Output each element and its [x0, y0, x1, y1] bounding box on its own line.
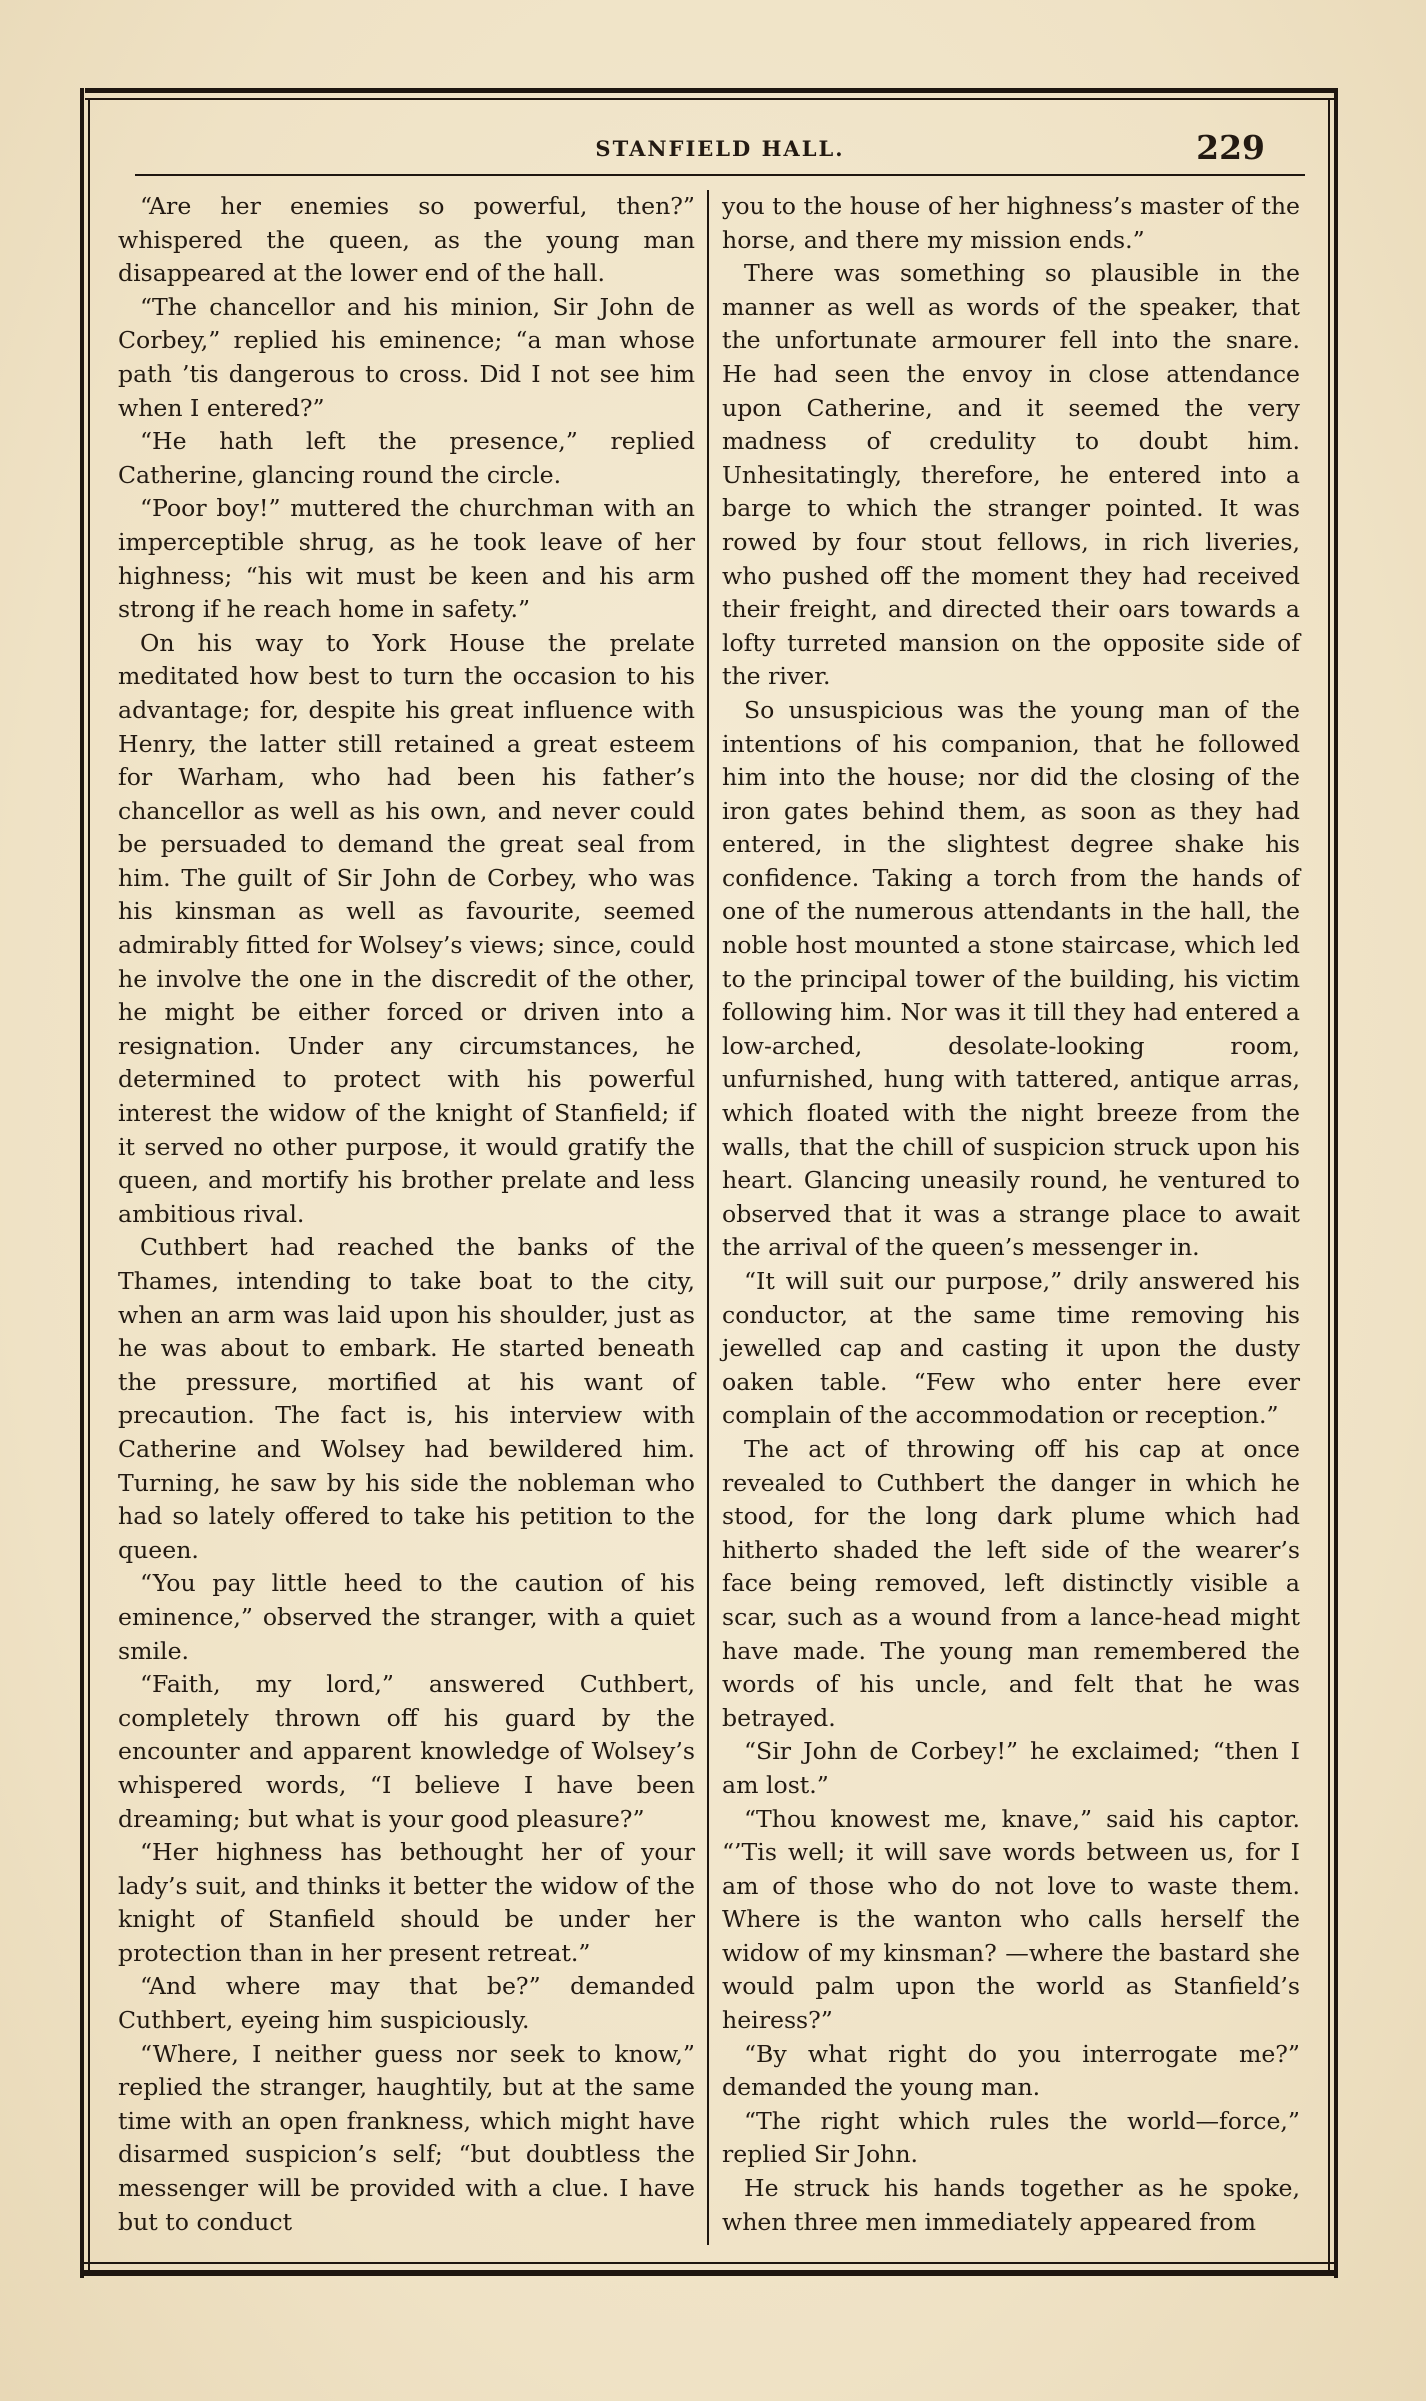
paragraph: “Her highness has bethought her of your lady’s suit, and thinks it better the widow of the knight of Stanfield should be under her protection than in her present retreat.” [118, 1838, 695, 1967]
paragraph: Cuthbert had reached the banks of the Thames, intending to take boat to the city, when an arm was laid upon his shoulder, just as he was about to embark. He started beneath the pressure, mortified at his want of precaution. The fact is, his interview with Catherine and Wolsey had bewildered him. Turning, he saw by his side the nobleman who had so lately offered to take his petition to the queen. [118, 1233, 695, 1564]
paragraph: “Thou knowest me, knave,” said his captor. “’Tis well; it will save words between us, for I am of those who do not love to waste them. Where is the wanton who calls herself the widow of my kinsman? —where the bastard she would palm upon the world as Stanfield’s heiress?” [722, 1804, 1300, 2035]
left-border-rule [80, 88, 84, 2278]
top-border-rule-thin [85, 98, 1335, 100]
running-head: STANFIELD HALL. [595, 136, 845, 161]
paragraph: you to the house of her highness’s master of the horse, and there my mission ends.” [722, 192, 1300, 254]
right-border-rule-thin [1328, 100, 1330, 2270]
paragraph: “Poor boy!” muttered the churchman with an imperceptible shrug, as he took leave of her highness; “his wit must be keen and his arm strong if he reach home in safety.” [118, 494, 695, 624]
left-border-rule-thin [88, 100, 90, 2270]
page-number: 229 [1196, 128, 1265, 167]
paragraph: So unsuspicious was the young man of the intentions of his companion, that he followed him into the house; nor did the closing of the iron gates behind them, as soon as they had entered, in the slightest degree shake his confidence. Taking a torch from the hands of one of the numerous attendants in the hall, the noble host mounted a stone staircase, which led to the principal tower of the building, his victim following him. Nor was it till they had entered a low-arched, desolate-looking room, unfurnished, hung with tattered, antique arras, which floated with the night breeze from the walls, that the chill of suspicion struck upon his heart. Glancing uneasily round, he ventured to observed that it was a strange place to await the arrival of the queen’s messenger in. [722, 695, 1300, 1262]
paragraph: There was something so plausible in the manner as well as words of the speaker, that the unfortunate armourer fell into the snare. He had seen the envoy in close attendance upon Catherine, and it seemed the very madness of credulity to doubt him. Unhesitatingly, therefore, he entered into a barge to which the stranger pointed. It was rowed by four stout fellows, in rich liveries, who pushed off the moment they had received their freight, and directed their oars towards a lofty turreted mansion on the opposite side of the river. [722, 259, 1300, 691]
paragraph: He struck his hands together as he spoke, when three men immediately appeared from [722, 2174, 1300, 2236]
page-header [135, 128, 1305, 168]
paragraph: “The chancellor and his minion, Sir John de Corbey,” replied his eminence; “a man whose path ’tis dangerous to cross. Did I not see him when I entered?” [118, 292, 695, 422]
paragraph: “The right which rules the world—force,” replied Sir John. [722, 2106, 1300, 2169]
paragraph: “You pay little heed to the caution of his eminence,” observed the stranger, with a quiet smile. [118, 1569, 695, 1665]
right-column [722, 190, 1300, 2239]
paragraph: “Where, I neither guess nor seek to know,” replied the stranger, haughtily, but at the same time with an open frankness, which might have disarmed suspicion’s self; “but doubtless the messenger will be provided with a clue. I have but to conduct [118, 2039, 695, 2236]
column-divider [707, 190, 709, 2245]
paragraph: “It will suit our purpose,” drily answered his conductor, at the same time removing his jewelled cap and casting it upon the dusty oaken table. “Few who enter here ever complain of the accommodation or reception.” [722, 1267, 1300, 1430]
paragraph: “And where may that be?” demanded Cuthbert, eyeing him suspiciously. [118, 1972, 695, 2035]
paragraph: The act of throwing off his cap at once revealed to Cuthbert the danger in which he stood, for the long dark plume which had hitherto shaded the left side of the wearer’s face being removed, left distinctly visible a scar, such as a wound from a lance-head might have made. The young man remembered the words of his uncle, and felt that he was betrayed. [722, 1434, 1300, 1732]
header-rule [135, 174, 1305, 176]
paragraph: “Are her enemies so powerful, then?” whispered the queen, as the young man disappeared at the lower end of the hall. [118, 192, 695, 288]
bottom-border-rule [80, 2270, 1338, 2276]
bottom-border-rule-thin [80, 2262, 1338, 2264]
left-column [118, 190, 695, 2239]
paragraph: “Faith, my lord,” answered Cuthbert, completely thrown off his guard by the encounter and apparent knowledge of Wolsey’s whispered words, “I believe I have been dreaming; but what is your good pleasure?” [118, 1670, 695, 1833]
paragraph: “By what right do you interrogate me?” demanded the young man. [722, 2039, 1300, 2102]
paragraph: On his way to York House the prelate meditated how best to turn the occasion to his advantage; for, despite his great influence with Henry, the latter still retained a great esteem for Warham, who had been his father’s chancellor as well as his own, and never could be persuaded to demand the great seal from him. The guilt of Sir John de Corbey, who was his kinsman as well as favourite, seemed admirably fitted for Wolsey’s views; since, could he involve the one in the discredit of the other, he might be either forced or driven into a resignation. Under any circumstances, he determined to protect with his powerful interest the widow of the knight of Stanfield; if it served no other purpose, it would gratify the queen, and mortify his brother prelate and less ambitious rival. [118, 628, 695, 1228]
paragraph: “Sir John de Corbey!” he exclaimed; “then I am lost.” [722, 1737, 1300, 1799]
right-border-rule [1334, 88, 1338, 2278]
paragraph: “He hath left the presence,” replied Catherine, glancing round the circle. [118, 427, 695, 489]
top-border-rule [85, 88, 1335, 93]
